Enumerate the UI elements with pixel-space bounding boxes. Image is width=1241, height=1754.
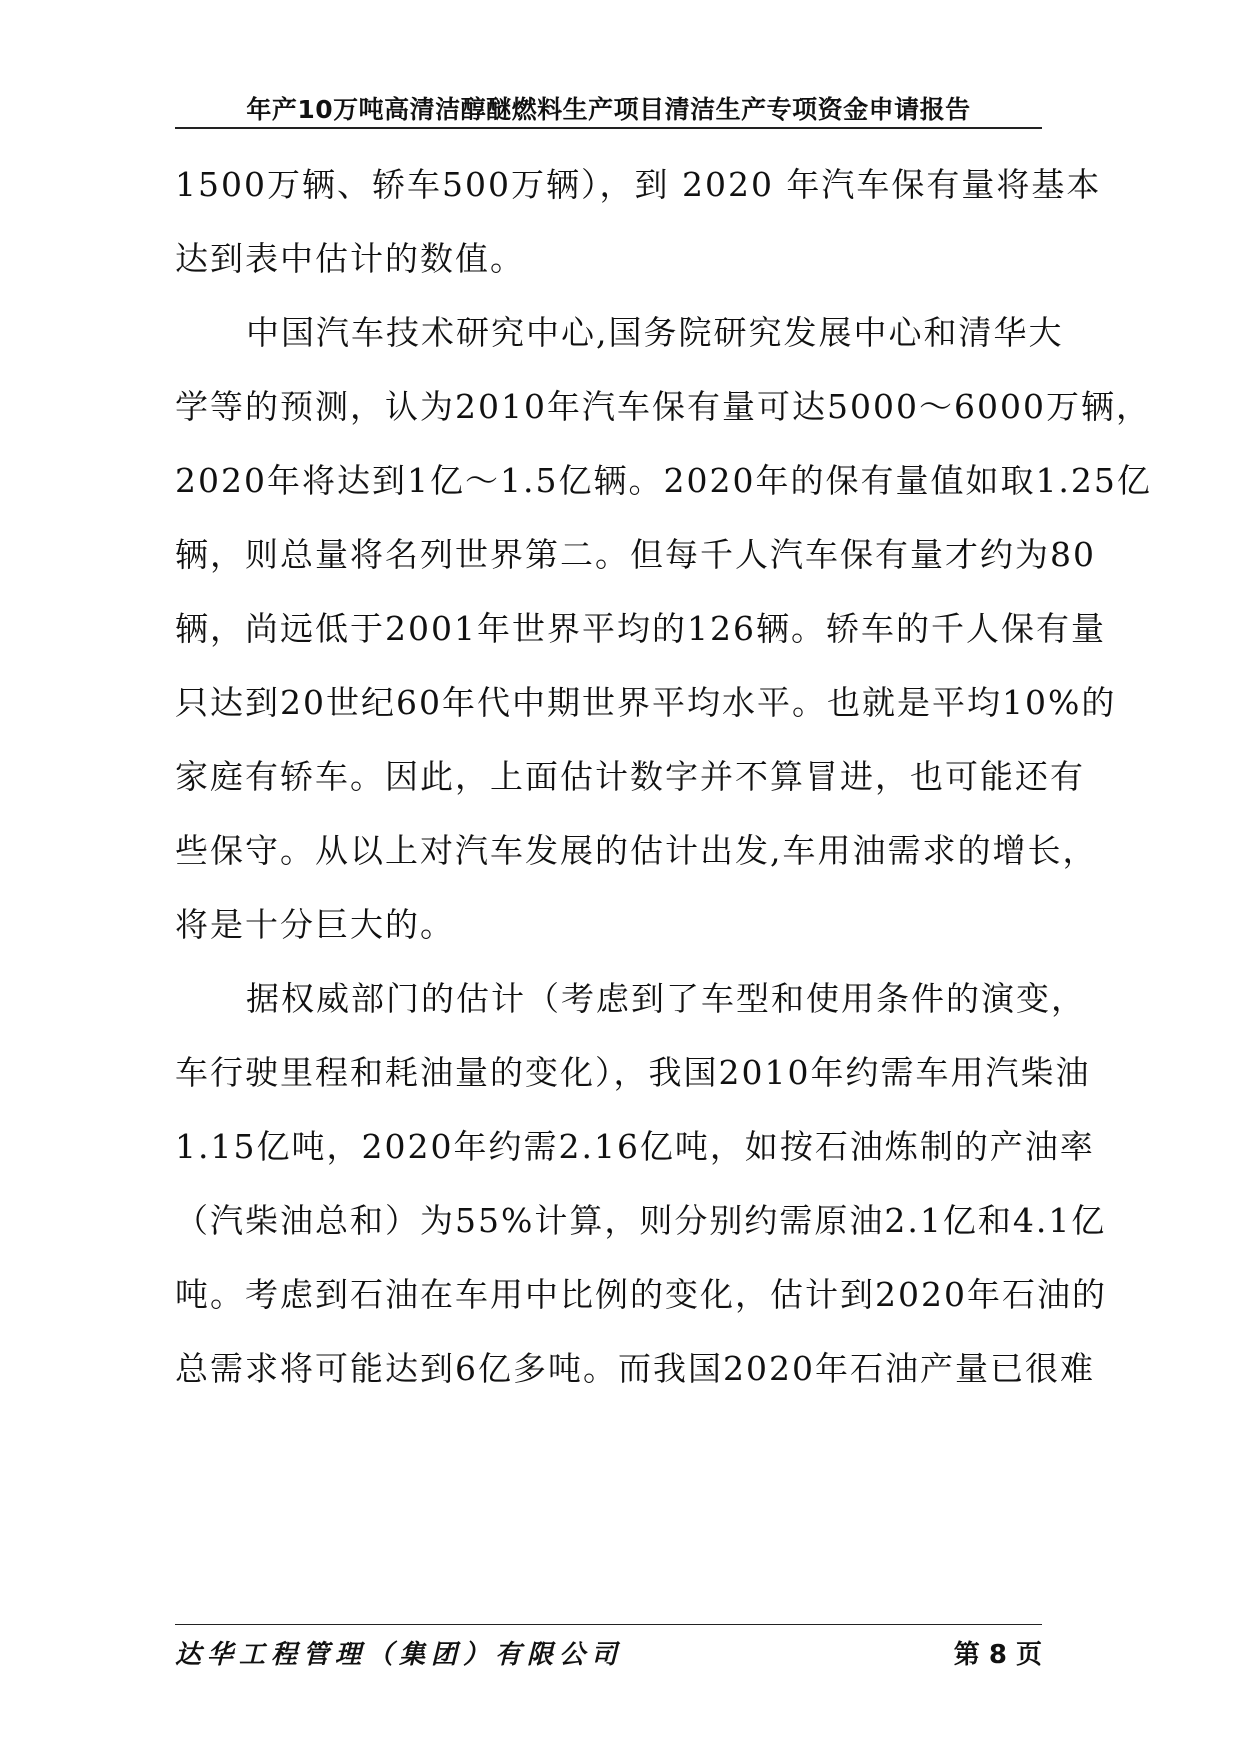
body-line: 学等的预测，认为2010年汽车保有量可达5000～6000万辆， (175, 387, 1151, 426)
body-line: 总需求将可能达到6亿多吨。而我国2020年石油产量已很难 (175, 1349, 1095, 1388)
body-line: 辆，则总量将名列世界第二。但每千人汽车保有量才约为80 (175, 535, 1096, 574)
body-line: 2020年将达到1亿～1.5亿辆。2020年的保有量值如取1.25亿 (175, 461, 1152, 500)
header-divider (175, 127, 1042, 129)
body-line: 辆，尚远低于2001年世界平均的126辆。轿车的千人保有量 (175, 609, 1106, 648)
footer-divider (175, 1624, 1042, 1625)
body-line: （汽柴油总和）为55%计算，则分别约需原油2.1亿和4.1亿 (175, 1201, 1107, 1240)
body-line: 1.15亿吨，2020年约需2.16亿吨，如按石油炼制的产油率 (175, 1127, 1095, 1166)
body-line: 将是十分巨大的。 (175, 905, 455, 944)
body-line: 吨。考虑到石油在车用中比例的变化，估计到2020年石油的 (175, 1275, 1107, 1314)
body-line: 达到表中估计的数值。 (175, 239, 525, 278)
body-line: 些保守。从以上对汽车发展的估计出发,车用油需求的增长， (175, 831, 1098, 870)
company-name: 达华工程管理（集团）有限公司 (175, 1640, 624, 1670)
page-number: 第 8 页 (953, 1640, 1042, 1670)
body-line: 中国汽车技术研究中心,国务院研究发展中心和清华大 (246, 313, 1064, 352)
body-line: 1500万辆、轿车500万辆），到 2020 年汽车保有量将基本 (175, 165, 1102, 204)
body-line: 只达到20世纪60年代中期世界平均水平。也就是平均10%的 (175, 683, 1117, 722)
body-line: 据权威部门的估计（考虑到了车型和使用条件的演变， (246, 979, 1086, 1018)
report-title: 年产10万吨高清洁醇醚燃料生产项目清洁生产专项资金申请报告 (246, 95, 971, 124)
body-line: 家庭有轿车。因此，上面估计数字并不算冒进，也可能还有 (175, 757, 1085, 796)
body-line: 车行驶里程和耗油量的变化），我国2010年约需车用汽柴油 (175, 1053, 1091, 1092)
